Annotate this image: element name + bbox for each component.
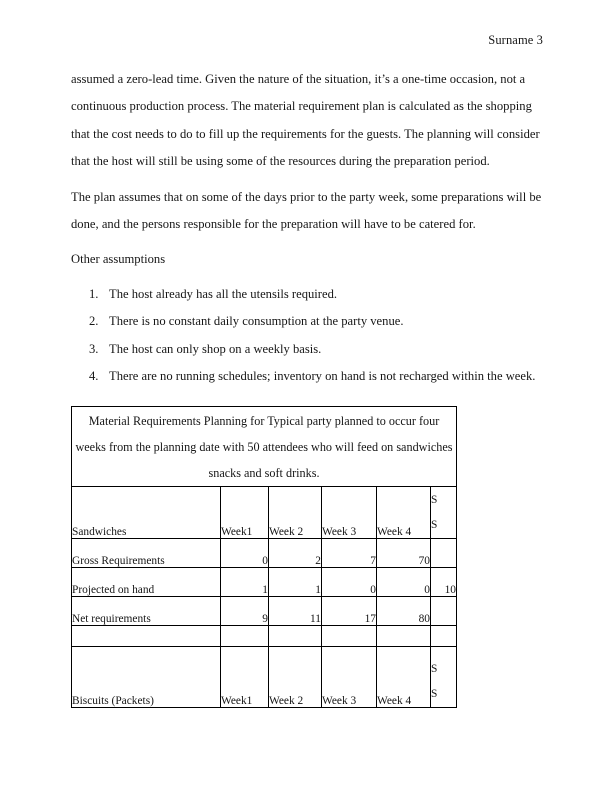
- extra-header-line-2: S: [431, 688, 438, 700]
- cell-week4-value: 80: [377, 597, 431, 626]
- cell-blank: [377, 626, 431, 647]
- list-item-number: 3.: [89, 341, 99, 356]
- cell-week2-value: 1: [269, 568, 322, 597]
- table-row: [72, 597, 457, 626]
- cell-week3-header: Week 3: [322, 487, 377, 539]
- cell-week1-header: Week1: [221, 647, 269, 708]
- mrp-table-container: [71, 406, 456, 708]
- cell-week1-value: 9: [221, 597, 269, 626]
- assumptions-list: [71, 281, 543, 391]
- cell-week3-value: 17: [322, 597, 377, 626]
- other-assumptions-heading: Other assumptions: [71, 252, 166, 267]
- cell-week4-value: 0: [377, 568, 431, 597]
- cell-week3-value: 0: [322, 568, 377, 597]
- table-row: [72, 539, 457, 568]
- cell-week1-value: 1: [221, 568, 269, 597]
- table-row-spacer: [72, 626, 457, 647]
- cell-week4-header: Week 4: [377, 647, 431, 708]
- list-item: [71, 363, 543, 390]
- cell-row-label: Net requirements: [72, 597, 221, 626]
- cell-blank: [72, 626, 221, 647]
- list-item-number: 2.: [89, 314, 99, 329]
- cell-week3-value: 7: [322, 539, 377, 568]
- paragraph-spacer-2: [71, 238, 543, 246]
- document-body: [71, 66, 543, 390]
- cell-section-label: Biscuits (Packets): [72, 647, 221, 708]
- cell-extra-header: [431, 487, 457, 539]
- cell-week3-header: Week 3: [322, 647, 377, 708]
- cell-week1-header: Week1: [221, 487, 269, 539]
- cell-week2-value: 11: [269, 597, 322, 626]
- cell-week4-value: 70: [377, 539, 431, 568]
- cell-blank: [431, 626, 457, 647]
- cell-row-label: Projected on hand: [72, 568, 221, 597]
- table-row: [72, 568, 457, 597]
- cell-row-label: Gross Requirements: [72, 539, 221, 568]
- cell-blank: [269, 626, 322, 647]
- extra-header-line-1: S: [431, 663, 438, 675]
- list-item-text: There are no running schedules; inventory on hand is not recharged within the week.: [109, 369, 536, 384]
- list-item-number: 1.: [89, 286, 99, 301]
- list-item: [71, 281, 543, 308]
- list-item-text: The host can only shop on a weekly basis.: [109, 341, 322, 356]
- list-item-text: There is no constant daily consumption at the party venue.: [109, 314, 404, 329]
- cell-extra-value: [431, 539, 457, 568]
- table-caption: Material Requirements Planning for Typical party planned to occur four weeks from the planning date with 50 attendees who will feed on sandwiches snacks and soft drinks.: [72, 407, 457, 487]
- list-item: [71, 336, 543, 363]
- cell-week1-value: 0: [221, 539, 269, 568]
- cell-extra-header: [431, 647, 457, 708]
- running-header: Surname 3: [488, 33, 543, 47]
- cell-section-label: Sandwiches: [72, 487, 221, 539]
- table-row-biscuits-header: [72, 647, 457, 708]
- cell-week2-header: Week 2: [269, 647, 322, 708]
- cell-extra-value: [431, 597, 457, 626]
- material-requirements-planning-table: [71, 406, 457, 708]
- paragraph-spacer: [71, 176, 543, 184]
- list-item-number: 4.: [89, 369, 99, 384]
- cell-blank: [221, 626, 269, 647]
- paragraph-1: assumed a zero-lead time. Given the nature of the situation, it’s a one-time occasion, not a continuous production process. The material requirement plan is calculated as the shopping that the cost needs to do to fill up the requirements for the guests. The planning will consider that the host will still be using some of the resources during the preparation period.: [71, 72, 540, 169]
- table-row-sandwiches-header: [72, 487, 457, 539]
- list-item-text: The host already has all the utensils required.: [109, 286, 338, 301]
- table-caption-row: [72, 407, 457, 487]
- cell-extra-value: 10: [431, 568, 457, 597]
- cell-week2-value: 2: [269, 539, 322, 568]
- list-item: [71, 308, 543, 335]
- cell-blank: [322, 626, 377, 647]
- extra-header-line-1: S: [431, 494, 438, 506]
- cell-week4-header: Week 4: [377, 487, 431, 539]
- paragraph-2: The plan assumes that on some of the days prior to the party week, some preparations will be done, and the persons responsible for the preparation will have to be catered for.: [71, 189, 542, 232]
- cell-week2-header: Week 2: [269, 487, 322, 539]
- extra-header-line-2: S: [431, 519, 438, 531]
